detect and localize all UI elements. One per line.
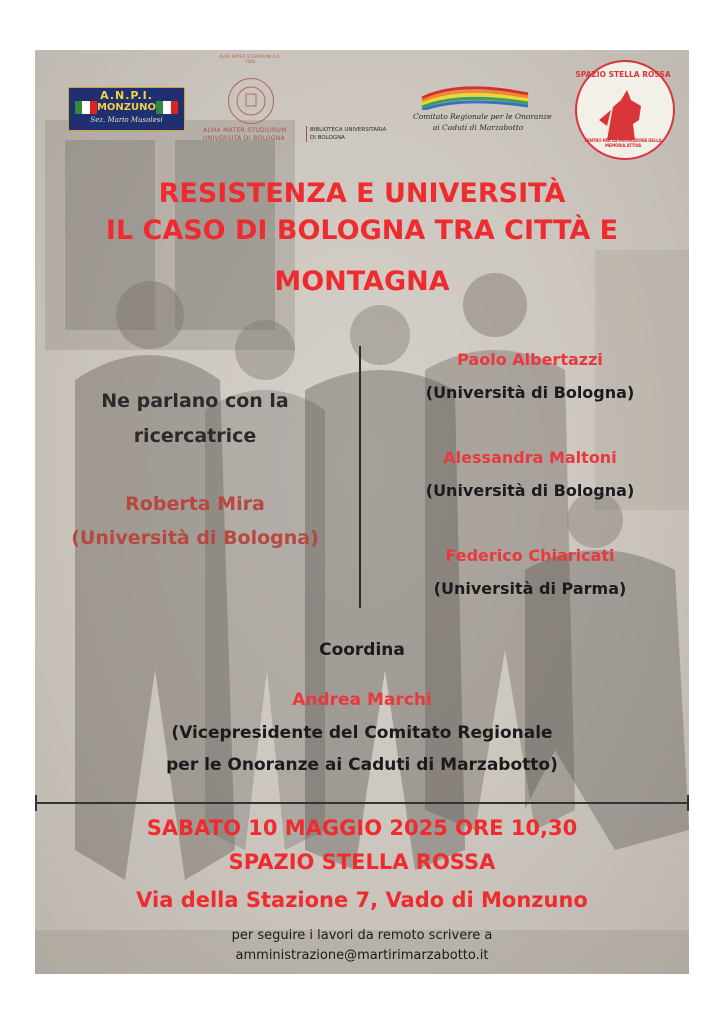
event-address: Via della Stazione 7, Vado di Monzuno (136, 888, 588, 912)
event-date: SABATO 10 MAGGIO 2025 ORE 10,30 (146, 816, 578, 840)
logo-separator (306, 126, 307, 142)
horizontal-divider (35, 802, 689, 804)
unibo-seal-logo (228, 78, 274, 124)
coordinator-name: Andrea Marchi (292, 690, 432, 710)
poster (35, 50, 689, 974)
divider-end-left (35, 795, 37, 811)
logos-row (35, 50, 689, 170)
coordina-label: Coordina (319, 640, 405, 660)
unibo-seal-icon (229, 79, 273, 123)
divider-end-right (687, 795, 689, 811)
event-venue: SPAZIO STELLA ROSSA (228, 850, 496, 874)
unibo-seal-text: ALMA MATER STUDIORUM A.D. 1088 (219, 54, 281, 64)
speaker-2-name: Alessandra Maltoni (443, 448, 617, 467)
intro-line1: Ne parlano con la (101, 390, 289, 412)
stella-rossa-title: SPAZIO STELLA ROSSA (575, 70, 671, 79)
unibo-name-line1: ALMA MATER STUDIORUM (203, 127, 287, 134)
comitato-line1: Comitato Regionale per le Onoranze (413, 112, 552, 121)
speaker-3-name: Federico Chiaricati (445, 546, 615, 565)
unibo-name-line2: UNIVERSITÀ DI BOLOGNA (203, 135, 285, 142)
stella-rossa-ring-text: CENTRO PER LA PROMOZIONE DELLA MEMORIA ATTIVA (584, 138, 662, 148)
coordinator-role-line2: per le Onoranze ai Caduti di Marzabotto) (166, 755, 558, 775)
researcher-name: Roberta Mira (125, 493, 265, 515)
anpi-logo-line1: A.N.P.I. (100, 89, 153, 102)
contact-email[interactable]: amministrazione@martirimarzabotto.it (235, 948, 489, 963)
remote-info: per seguire i lavori da remoto scrivere a (231, 928, 493, 943)
biblioteca-line1: BIBLIOTECA UNIVERSITARIA (310, 127, 387, 133)
title-line1: RESISTENZA E UNIVERSITÀ (158, 178, 566, 209)
intro-line2: ricercatrice (133, 425, 257, 447)
biblioteca-line2: DI BOLOGNA (310, 135, 345, 141)
speaker-2-affiliation: (Università di Bologna) (425, 481, 635, 500)
title-line2: IL CASO DI BOLOGNA TRA CITTÀ E (105, 215, 619, 246)
researcher-affiliation: (Università di Bologna) (71, 527, 319, 549)
anpi-monzuno-logo (68, 87, 185, 131)
speaker-1-affiliation: (Università di Bologna) (425, 383, 635, 402)
title-line3: MONTAGNA (274, 266, 450, 297)
speaker-1-name: Paolo Albertazzi (457, 350, 603, 369)
anpi-logo-line2: MONZUNO (96, 102, 157, 113)
comitato-rainbow-logo (420, 80, 530, 110)
speaker-3-affiliation: (Università di Parma) (433, 579, 627, 598)
column-divider (359, 346, 361, 608)
anpi-logo-line3: Sez. Mario Musolesi (90, 116, 163, 124)
coordinator-role-line1: (Vicepresidente del Comitato Regionale (171, 723, 553, 743)
comitato-line2: ai Caduti di Marzabotto (432, 123, 524, 132)
